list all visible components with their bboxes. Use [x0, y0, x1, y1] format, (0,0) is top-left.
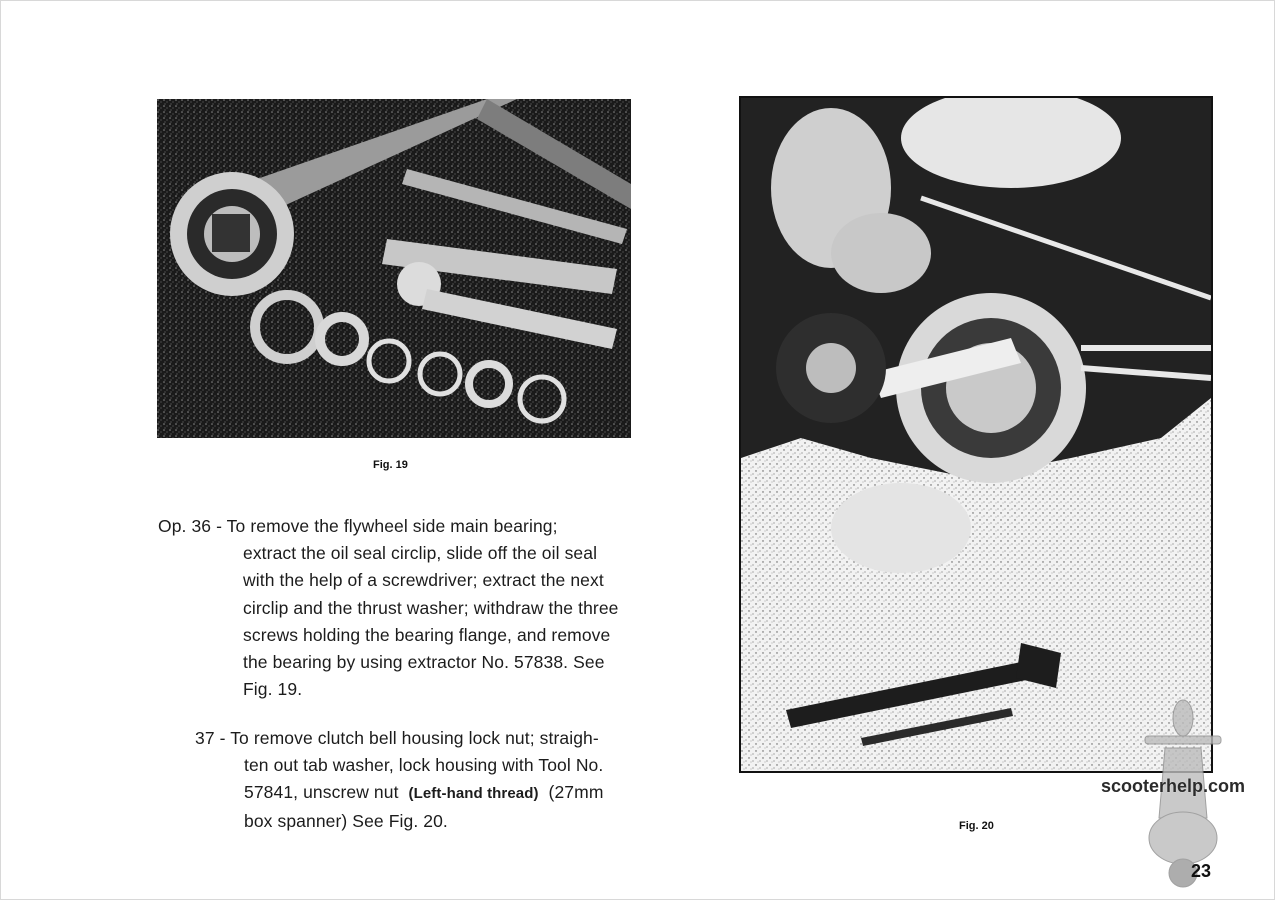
op-37-line — [195, 779, 604, 807]
op-37-line3-pre: 57841, unscrew nut — [244, 782, 399, 803]
figure-19-caption: Fig. 19 — [373, 459, 408, 471]
clutch-housing-lock-tool-photo — [741, 98, 1211, 771]
op-36-line: Fig. 19. — [243, 679, 303, 700]
op-37-line3-post: (27mm — [548, 782, 604, 803]
op-36-line: screws holding the bearing flange, and remove — [243, 624, 611, 645]
watermark-text: scooterhelp.com — [1101, 776, 1246, 796]
op-37-line: 37 - To remove clutch bell housing lock nut; straigh- — [195, 728, 599, 748]
figure-19-photo — [157, 99, 631, 438]
op-37-line: ten out tab washer, lock housing with Tool No. — [244, 755, 604, 776]
op-37-line: box spanner) See Fig. 20. — [244, 810, 448, 831]
op-36-line: the bearing by using extractor No. 57838. See — [243, 652, 605, 673]
figure-20-photo — [739, 96, 1213, 773]
left-hand-thread-note: (Left-hand thread) — [408, 785, 539, 803]
op-36-line: with the help of a screwdriver; extract the next — [243, 570, 604, 591]
op-36-line: circlip and the thrust washer; withdraw the three — [243, 597, 619, 618]
figure-20-caption: Fig. 20 — [959, 820, 994, 832]
page-number: 23 — [1191, 861, 1212, 881]
op-37-paragraph — [195, 725, 604, 835]
op-36-line: extract the oil seal circlip, slide off the oil seal — [243, 543, 598, 564]
op-36-paragraph — [158, 513, 619, 703]
op-36-line: Op. 36 - To remove the flywheel side main bearing; — [158, 516, 558, 536]
bearing-extractor-tools-photo — [157, 99, 631, 438]
